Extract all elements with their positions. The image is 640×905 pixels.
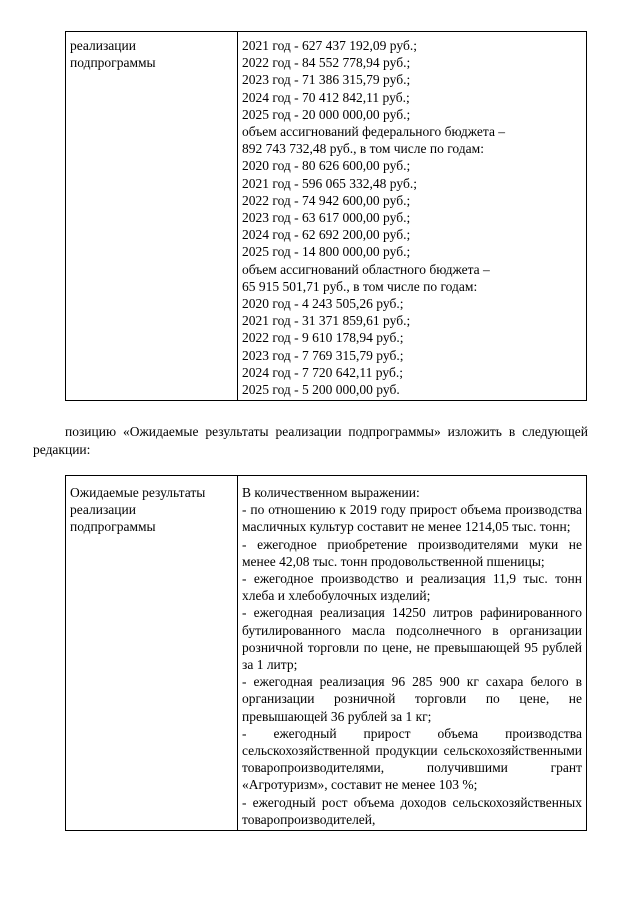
label-line: реализации: [70, 38, 136, 53]
label-line: реализации: [70, 502, 136, 518]
table-value-cell: [238, 32, 587, 401]
table-row: [66, 476, 587, 831]
value-line: 2022 год - 9 610 178,94 руб.;: [242, 330, 404, 346]
funding-table: [65, 31, 587, 401]
label-line: подпрограммы: [70, 55, 156, 71]
value-line: 65 915 501,71 руб., в том числе по годам:: [242, 278, 478, 294]
value-line: 2021 год - 596 065 332,48 руб.;: [242, 175, 417, 191]
results-item: - ежегодное приобретение производителями муки не менее 42,08 тыс. тонн продовольственной пшеницы;: [242, 536, 582, 569]
value-line: 2025 год - 20 000 000,00 руб.;: [242, 106, 411, 122]
value-line: 2023 год - 71 386 315,79 руб.;: [242, 72, 411, 88]
results-item: - ежегодное производство и реализация 11,9 тыс. тонн хлеба и хлебобулочных изделий;: [242, 571, 582, 604]
value-line: объем ассигнований областного бюджета –: [242, 261, 490, 277]
value-line: 2025 год - 14 800 000,00 руб.;: [242, 244, 411, 260]
value-line: 2022 год - 84 552 778,94 руб.;: [242, 55, 411, 71]
value-line: 2024 год - 62 692 200,00 руб.;: [242, 227, 411, 243]
value-line: 2024 год - 7 720 642,11 руб.;: [242, 364, 403, 380]
value-line: 2021 год - 31 371 859,61 руб.;: [242, 313, 411, 329]
value-line: 2023 год - 63 617 000,00 руб.;: [242, 210, 411, 226]
value-line: 2020 год - 80 626 600,00 руб.;: [242, 158, 411, 174]
value-line: 2023 год - 7 769 315,79 руб.;: [242, 347, 404, 363]
value-line: 2020 год - 4 243 505,26 руб.;: [242, 296, 404, 312]
value-line: 892 743 732,48 руб., в том числе по годам:: [242, 141, 484, 157]
table-label-cell: [66, 32, 238, 401]
table-label-cell: [66, 476, 238, 831]
value-line: 2021 год - 627 437 192,09 руб.;: [242, 38, 417, 53]
value-line: 2024 год - 70 412 842,11 руб.;: [242, 89, 410, 105]
results-item: - ежегодный прирост объема производства сельскохозяйственной продукции сельскохозяйственными товаропроизводителями, получившими грант «Агротуризм», составит не менее 103 %;: [242, 725, 582, 793]
table-row: [66, 32, 587, 401]
results-item: - ежегодный рост объема доходов сельскохозяйственных товаропроизводителей,: [242, 794, 582, 827]
results-item: - ежегодная реализация 14250 литров рафинированного бутилированного масла подсолнечного в организации розничной торговли по цене, не превышающей 95 рублей за 1 литр;: [242, 605, 582, 673]
label-line: подпрограммы: [70, 519, 156, 535]
value-line: 2025 год - 5 200 000,00 руб.: [242, 382, 400, 398]
results-item: - ежегодная реализация 96 285 900 кг сахара белого в организации розничной торговли по цене, не превышающей 36 рублей за 1 кг;: [242, 674, 582, 724]
expected-results-table: [65, 475, 587, 831]
results-item: В количественном выражении:: [242, 485, 420, 500]
table-value-cell: [238, 476, 587, 831]
label-line: Ожидаемые результаты: [70, 485, 206, 500]
results-item: - по отношению к 2019 году прирост объема производства масличных культур составит не менее 1214,05 тыс. тонн;: [242, 502, 582, 535]
instruction-paragraph: позицию «Ожидаемые результаты реализации подпрограммы» изложить в следующей редакции:: [33, 424, 588, 457]
value-line: объем ассигнований федерального бюджета –: [242, 124, 506, 140]
value-line: 2022 год - 74 942 600,00 руб.;: [242, 192, 411, 208]
